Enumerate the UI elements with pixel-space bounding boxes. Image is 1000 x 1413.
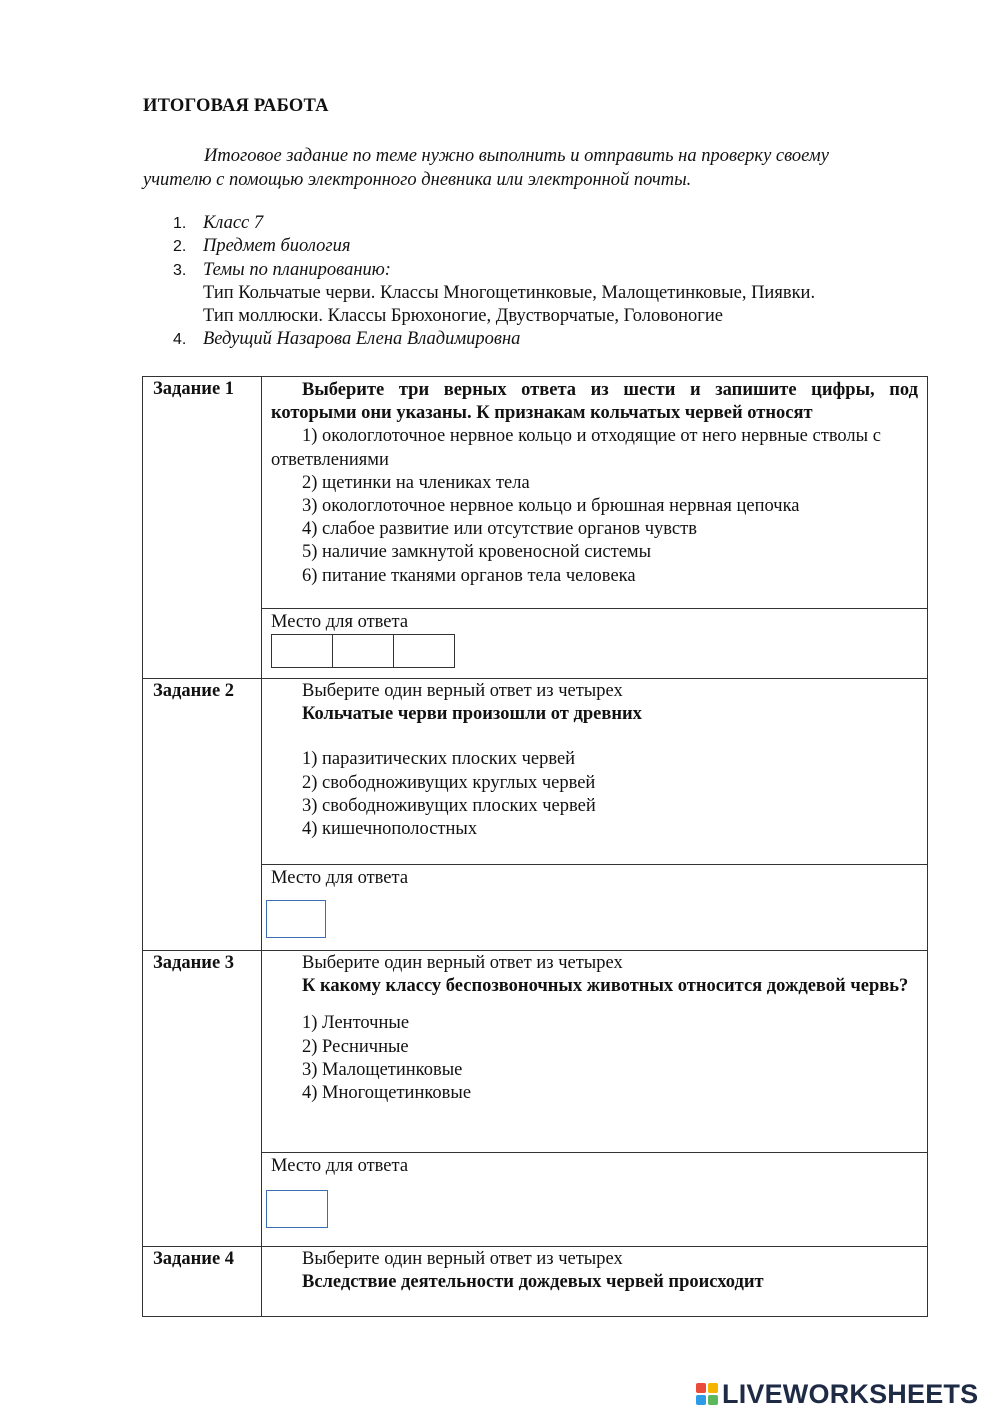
task-label: Задание 4	[143, 1247, 262, 1317]
info-number: 1.	[173, 215, 187, 232]
info-item-teacher	[173, 328, 933, 351]
option: 4) кишечнополостных	[302, 819, 478, 840]
task-question: К какому классу беспозвоночных животных относится дождевой червь?	[302, 976, 909, 997]
task-content	[262, 951, 928, 1153]
info-text: Темы по планированию:	[203, 259, 391, 280]
info-item-subject	[173, 235, 933, 258]
logo-cube-icon	[696, 1383, 718, 1405]
task-question: Выберите три верных ответа из шести и запишите цифры, под которыми они указаны. К признакам кольчатых червей относят	[271, 380, 918, 424]
task-label: Задание 3	[143, 951, 262, 1247]
task-row	[143, 1247, 928, 1317]
option: 3) Малощетинковые	[302, 1059, 463, 1080]
task-instruction: Выберите один верный ответ из четырех	[302, 953, 623, 973]
task-question: Кольчатые черви произошли от древних	[302, 704, 642, 725]
info-text: Предмет биология	[203, 236, 351, 257]
option: 3) окологлоточное нервное кольцо и брюшная нервная цепочка	[302, 496, 800, 517]
answer-label: Место для ответа	[271, 1156, 409, 1176]
liveworksheets-logo	[696, 1378, 978, 1410]
answer-boxes	[271, 634, 918, 668]
option: 2) Ресничные	[302, 1036, 409, 1057]
option: 4) слабое развитие или отсутствие органов чувств	[302, 519, 697, 540]
intro-paragraph	[143, 144, 883, 192]
task-content	[262, 679, 928, 865]
answer-box[interactable]	[333, 634, 394, 668]
task-content	[262, 1247, 928, 1317]
page-title: ИТОГОВАЯ РАБОТА	[143, 96, 329, 116]
answer-box[interactable]	[271, 634, 333, 668]
info-text: Ведущий Назарова Елена Владимировна	[203, 329, 521, 350]
answer-area	[262, 1153, 928, 1247]
intro-text: Итоговое задание по теме нужно выполнить и отправить на проверку своему учителю с помощью электронного дневника или электронной почты.	[143, 146, 829, 190]
info-item-topics	[173, 259, 933, 329]
answer-label: Место для ответа	[271, 868, 409, 888]
info-number: 3.	[173, 261, 187, 279]
option: 1) паразитических плоских червей	[302, 749, 576, 770]
answer-box[interactable]	[266, 1190, 328, 1228]
info-text: Класс 7	[203, 213, 264, 233]
tasks-table	[142, 376, 928, 1317]
option: 3) свободноживущих плоских червей	[302, 795, 596, 816]
task-question: Вследствие деятельности дождевых червей происходит	[302, 1272, 764, 1293]
task-content	[262, 377, 928, 609]
answer-box[interactable]	[394, 634, 455, 668]
task-instruction: Выберите один верный ответ из четырех	[302, 681, 623, 701]
info-list	[173, 212, 933, 352]
task-label: Задание 2	[143, 679, 262, 951]
answer-area	[262, 865, 928, 951]
answer-label: Место для ответа	[271, 612, 409, 632]
info-item-class	[173, 212, 933, 235]
logo-text: LIVEWORKSHEETS	[722, 1378, 979, 1409]
answer-box[interactable]	[266, 900, 326, 938]
option: 2) свободноживущих круглых червей	[302, 772, 596, 793]
topic-line: Тип Кольчатые черви. Классы Многощетинковые, Малощетинковые, Пиявки.	[203, 282, 816, 303]
task-label: Задание 1	[143, 377, 262, 679]
task-row	[143, 679, 928, 865]
topic-line: Тип моллюски. Классы Брюхоногие, Двустворчатые, Головоногие	[203, 306, 723, 327]
option: 5) наличие замкнутой кровеносной системы	[302, 542, 652, 563]
option: 4) Многощетинковые	[302, 1083, 472, 1104]
answer-area	[262, 609, 928, 679]
option: 1) окологлоточное нервное кольцо и отходящие от него нервные стволы с ответвлениями	[271, 426, 881, 470]
info-number: 2.	[173, 238, 187, 256]
option: 1) Ленточные	[302, 1013, 410, 1034]
info-number: 4.	[173, 331, 187, 349]
task-row	[143, 951, 928, 1153]
option: 6) питание тканями органов тела человека	[302, 565, 636, 586]
option: 2) щетинки на члениках тела	[302, 472, 530, 493]
task-row	[143, 377, 928, 609]
task-instruction: Выберите один верный ответ из четырех	[302, 1249, 623, 1269]
